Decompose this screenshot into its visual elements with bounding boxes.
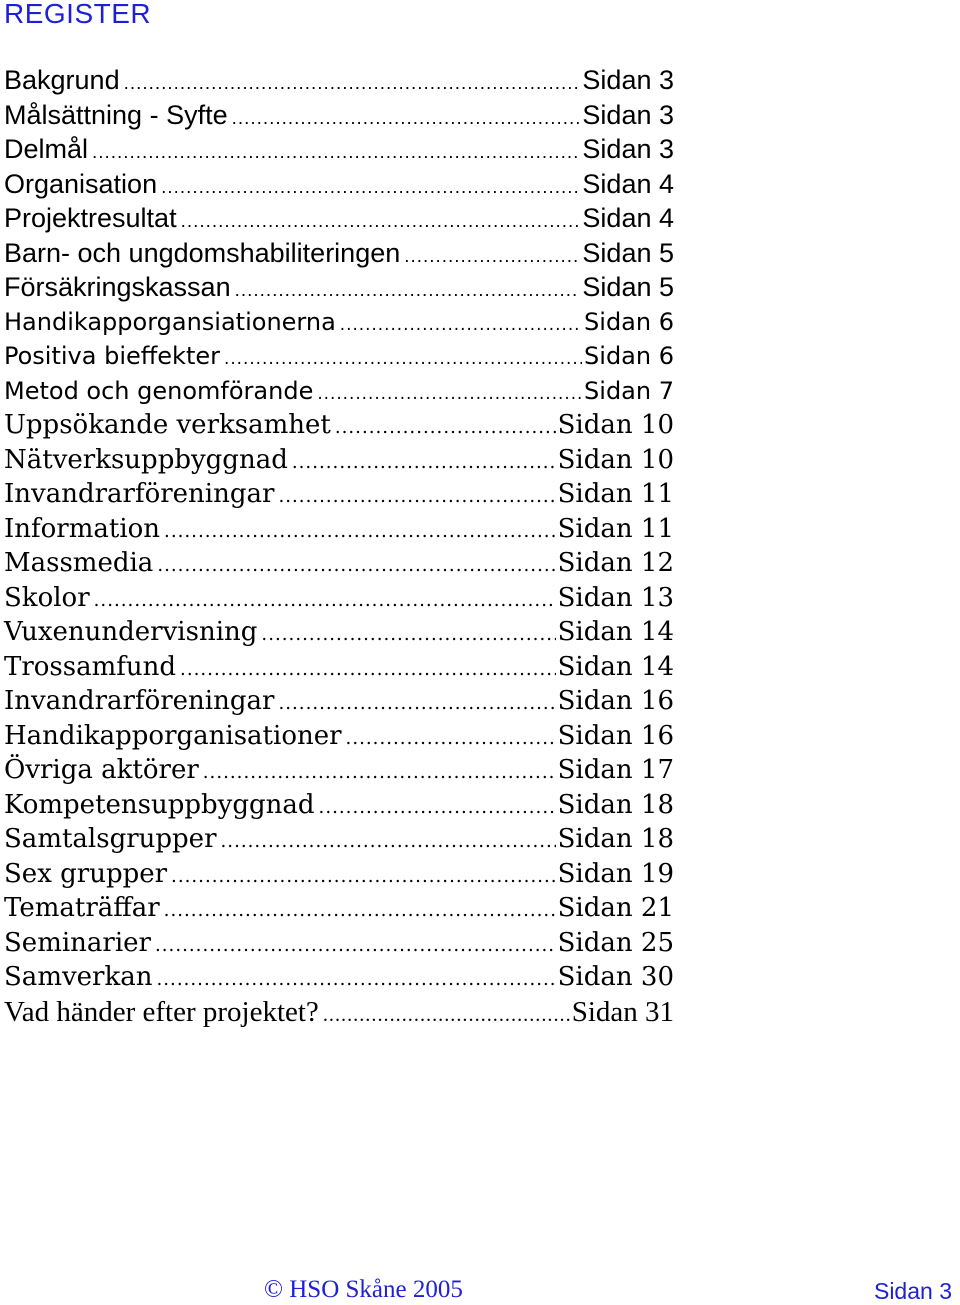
toc-page: Sidan 7 [584, 376, 674, 405]
toc-leader-dots [346, 719, 556, 757]
toc-leader-dots [232, 98, 581, 137]
toc-title: Samtalsgrupper [4, 824, 217, 854]
toc-row[interactable] [4, 132, 674, 167]
toc-page: Sidan 11 [557, 513, 674, 544]
toc-row[interactable] [4, 891, 674, 926]
toc-page: Sidan 3 [582, 134, 674, 164]
toc-row[interactable] [4, 753, 674, 788]
toc-title: Uppsökande verksamhet [4, 410, 331, 440]
toc-leader-dots [171, 857, 556, 895]
toc-leader-dots [224, 339, 582, 376]
toc-leader-dots [164, 512, 556, 550]
toc-page: Sidan 17 [557, 755, 674, 785]
toc-page: Sidan 21 [557, 893, 674, 923]
toc-page: Sidan 13 [557, 582, 674, 613]
toc-row[interactable] [4, 926, 674, 961]
toc-page: Sidan 12 [557, 548, 674, 578]
toc-title: Handikapporgansiationerna [4, 307, 336, 336]
toc-title: Massmedia [4, 548, 154, 578]
footer-page-number: Sidan 3 [873, 1278, 952, 1304]
toc-title: Seminarier [4, 927, 151, 958]
toc-leader-dots [404, 236, 580, 275]
toc-row[interactable] [4, 581, 674, 616]
toc-page: Sidan 18 [557, 789, 674, 820]
toc-title: Målsättning - Syfte [4, 99, 228, 130]
toc-row[interactable] [4, 339, 674, 374]
toc-title: Information [4, 513, 161, 544]
toc-row[interactable] [4, 167, 674, 202]
toc-row[interactable] [4, 615, 674, 650]
toc-row[interactable] [4, 305, 674, 340]
toc-title: Tematräffar [4, 893, 160, 923]
toc-title: Vuxenundervisning [4, 617, 258, 647]
toc-title: Invandrarföreningar [4, 686, 275, 716]
toc-title: Handikapporganisationer [4, 720, 342, 751]
toc-page: Sidan 4 [582, 203, 674, 233]
toc-row[interactable] [4, 374, 674, 409]
toc-title: Försäkringskassan [4, 272, 231, 302]
toc-row[interactable] [4, 512, 674, 547]
toc-title: Vad händer efter projektet? [4, 995, 319, 1028]
toc-row[interactable] [4, 960, 674, 995]
toc-leader-dots [203, 753, 556, 791]
toc-page: Sidan 14 [557, 617, 674, 647]
footer-copyright: © HSO Skåne 2005 [264, 1276, 463, 1303]
toc-title: Projektresultat [4, 203, 177, 233]
toc-title: Samverkan [4, 962, 153, 992]
toc-leader-dots [317, 374, 582, 411]
toc-row[interactable] [4, 201, 674, 236]
toc-title: Övriga aktörer [4, 755, 199, 785]
toc-page: Sidan 16 [557, 720, 674, 751]
toc-row[interactable] [4, 98, 674, 133]
toc-leader-dots [180, 650, 556, 688]
toc-page: Sidan 10 [557, 444, 674, 475]
toc-row[interactable] [4, 443, 674, 478]
toc-leader-dots [92, 132, 580, 171]
table-of-contents [4, 63, 674, 1029]
toc-leader-dots [319, 788, 556, 826]
toc-title: Invandrarföreningar [4, 479, 275, 509]
toc-row[interactable] [4, 408, 674, 443]
toc-page: Sidan 6 [584, 342, 674, 370]
toc-leader-dots [124, 63, 581, 102]
toc-title: Metod och genomförande [4, 376, 314, 405]
toc-page: Sidan 6 [584, 307, 674, 336]
toc-row[interactable] [4, 719, 674, 754]
toc-title: Positiva bieffekter [4, 342, 220, 370]
toc-title: Barn- och ungdomshabiliteringen [4, 237, 401, 268]
toc-leader-dots [278, 684, 555, 722]
toc-title: Nätverksuppbyggnad [4, 444, 288, 475]
toc-leader-dots [161, 167, 580, 206]
toc-title: Kompetensuppbyggnad [4, 789, 315, 820]
toc-page: Sidan 31 [571, 995, 674, 1028]
toc-title: Sex grupper [4, 858, 168, 889]
toc-leader-dots [323, 995, 570, 1033]
toc-leader-dots [155, 926, 556, 964]
toc-leader-dots [335, 408, 556, 446]
toc-row[interactable] [4, 236, 674, 271]
toc-leader-dots [164, 891, 556, 929]
toc-row[interactable] [4, 477, 674, 512]
toc-leader-dots [292, 443, 556, 481]
toc-title: Skolor [4, 582, 90, 613]
toc-page: Sidan 19 [557, 858, 674, 889]
toc-row[interactable] [4, 546, 674, 581]
toc-leader-dots [181, 201, 581, 240]
toc-row[interactable] [4, 822, 674, 857]
toc-page: Sidan 5 [582, 237, 674, 268]
toc-leader-dots [156, 960, 555, 998]
toc-page: Sidan 10 [557, 410, 674, 440]
toc-row[interactable] [4, 63, 674, 98]
page-heading: REGISTER [4, 0, 152, 29]
toc-page: Sidan 3 [582, 65, 674, 95]
toc-page: Sidan 16 [557, 686, 674, 716]
toc-row[interactable] [4, 995, 674, 1030]
toc-row[interactable] [4, 788, 674, 823]
toc-row[interactable] [4, 684, 674, 719]
toc-leader-dots [340, 305, 582, 342]
toc-leader-dots [221, 822, 556, 860]
toc-page: Sidan 25 [557, 927, 674, 958]
toc-leader-dots [278, 477, 555, 515]
toc-leader-dots [94, 581, 556, 619]
toc-page: Sidan 4 [582, 168, 674, 199]
toc-page: Sidan 14 [557, 651, 674, 682]
toc-title: Trossamfund [4, 651, 177, 682]
toc-page: Sidan 18 [557, 824, 674, 854]
toc-leader-dots [235, 270, 581, 309]
toc-leader-dots [261, 615, 555, 653]
toc-row[interactable] [4, 270, 674, 305]
toc-page: Sidan 5 [582, 272, 674, 302]
toc-title: Delmål [4, 134, 89, 164]
toc-page: Sidan 30 [557, 962, 674, 992]
toc-page: Sidan 11 [557, 479, 674, 509]
toc-row[interactable] [4, 857, 674, 892]
toc-title: Bakgrund [4, 65, 120, 95]
toc-leader-dots [157, 546, 555, 584]
toc-page: Sidan 3 [582, 99, 674, 130]
toc-row[interactable] [4, 650, 674, 685]
toc-title: Organisation [4, 168, 158, 199]
